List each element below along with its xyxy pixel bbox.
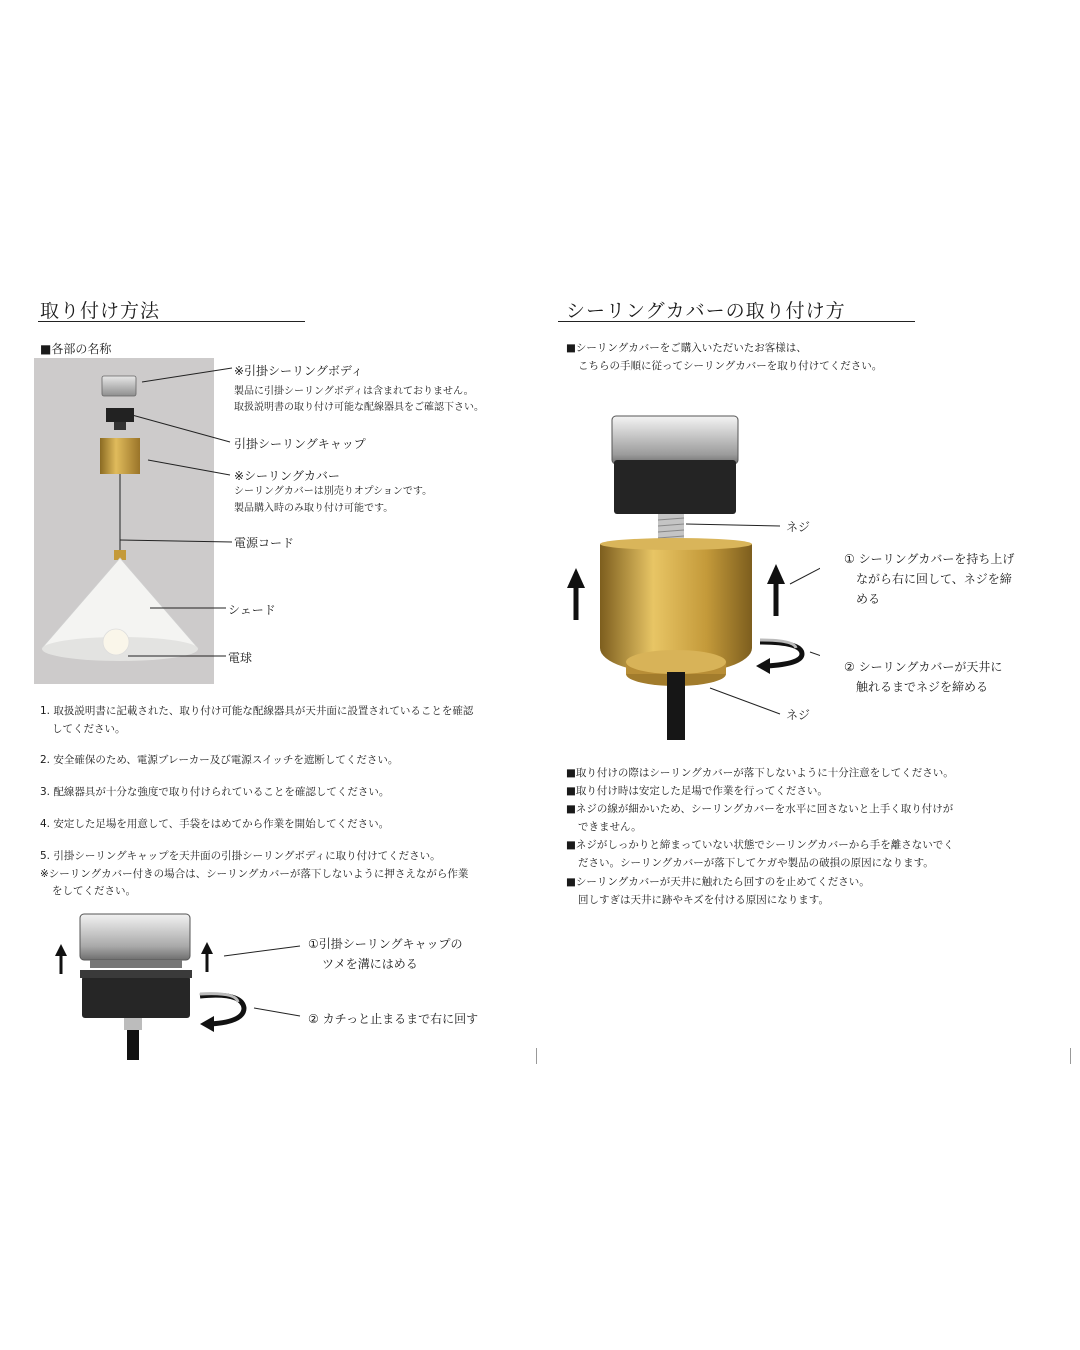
label-ceiling-cap: 引掛シーリングキャップ (234, 437, 366, 451)
rotate-right-arrow-icon (756, 640, 802, 674)
right-title-rule (558, 321, 915, 322)
note-ceiling-body-1: 製品に引掛シーリングボディは含まれておりません。 (234, 386, 474, 397)
label-power-cord: 電源コード (234, 536, 295, 550)
parts-leader-lines (120, 360, 240, 670)
label-ceiling-body: ※引掛シーリングボディ (234, 364, 363, 378)
callout-cap-1-line2: ツメを溝にはめる (322, 957, 418, 971)
label-bulb: 電球 (228, 651, 253, 665)
note-5-cont: 回しすぎは天井に跡やキズを付ける原因になります。 (578, 894, 829, 906)
note-ceiling-cover-2: 製品購入時のみ取り付け可能です。 (234, 503, 394, 514)
step-5-note: ※シーリングカバー付きの場合は、シーリングカバーが落下しないように押さえながら作業 (40, 868, 469, 880)
step-5: 5. 引掛シーリングキャップを天井面の引掛シーリングボディに取り付けてください。 (40, 850, 441, 862)
note-3-cont: できません。 (578, 821, 642, 833)
up-arrow-icon (201, 942, 213, 972)
callout-cover-2-line2: 触れるまでネジを締める (856, 680, 989, 694)
note-5: ■シーリングカバーが天井に触れたら回すのを止めてください。 (566, 876, 870, 888)
note-1: ■取り付けの際はシーリングカバーが落下しないように十分注意をしてください。 (566, 767, 954, 779)
right-page-title: シーリングカバーの取り付け方 (566, 300, 846, 322)
cover-intro-2: こちらの手順に従ってシーリングカバーを取り付けてください。 (578, 360, 883, 372)
callout-cap-2: ② カチっと止まるまで右に回す (308, 1012, 479, 1026)
page-marker (536, 1048, 537, 1064)
parts-heading: ■各部の名称 (40, 342, 112, 356)
step-3: 3. 配線器具が十分な強度で取り付けられていることを確認してください。 (40, 786, 390, 798)
callout-cover-1-line3: める (856, 592, 881, 606)
step-5-note-cont: をしてください。 (52, 885, 136, 897)
cap-fitting-diagram (50, 910, 310, 1060)
step-1: 1. 取扱説明書に記載された、取り付け可能な配線器具が天井面に設置されていることを確認 (40, 705, 474, 717)
callout-cover-1-line1: ① シーリングカバーを持ち上げ (844, 552, 1015, 566)
label-screw-bottom: ネジ (786, 708, 811, 722)
step-2: 2. 安全確保のため、電源ブレーカー及び電源スイッチを遮断してください。 (40, 754, 399, 766)
note-ceiling-cover-1: シーリングカバーは別売りオプションです。 (234, 486, 433, 497)
note-2: ■取り付け時は安定した足場で作業を行ってください。 (566, 785, 828, 797)
note-3: ■ネジの線が細かいため、シーリングカバーを水平に回さないと上手く取り付けが (566, 803, 954, 815)
cover-intro-1: ■シーリングカバーをご購入いただいたお客様は、 (566, 342, 807, 354)
rotate-right-arrow-icon (200, 994, 244, 1032)
callout-cover-2-line1: ② シーリングカバーが天井に (844, 660, 1003, 674)
label-ceiling-cover: ※シーリングカバー (234, 469, 340, 483)
up-arrow-icon (55, 944, 67, 974)
page-marker (1070, 1048, 1071, 1064)
left-title-rule (38, 321, 305, 322)
step-1-cont: してください。 (52, 723, 126, 735)
callout-cap-1-line1: ①引掛シーリングキャップの (308, 937, 463, 951)
up-arrow-icon (767, 564, 785, 616)
up-arrow-icon (567, 568, 585, 620)
step-4: 4. 安定した足場を用意して、手袋をはめてから作業を開始してください。 (40, 818, 390, 830)
note-4-cont: ださい。シーリングカバーが落下してケガや製品の破損の原因になります。 (578, 857, 934, 869)
left-page-title: 取り付け方法 (40, 300, 161, 322)
note-ceiling-body-2: 取扱説明書の取り付け可能な配線器具をご確認下さい。 (234, 402, 484, 413)
label-screw-top: ネジ (786, 520, 811, 534)
label-shade: シェード (228, 603, 276, 617)
cover-fitting-diagram (560, 410, 820, 740)
callout-cover-1-line2: ながら右に回して、ネジを締 (856, 572, 1012, 586)
note-4: ■ネジがしっかりと締まっていない状態でシーリングカバーから手を離さないでく (566, 839, 954, 851)
